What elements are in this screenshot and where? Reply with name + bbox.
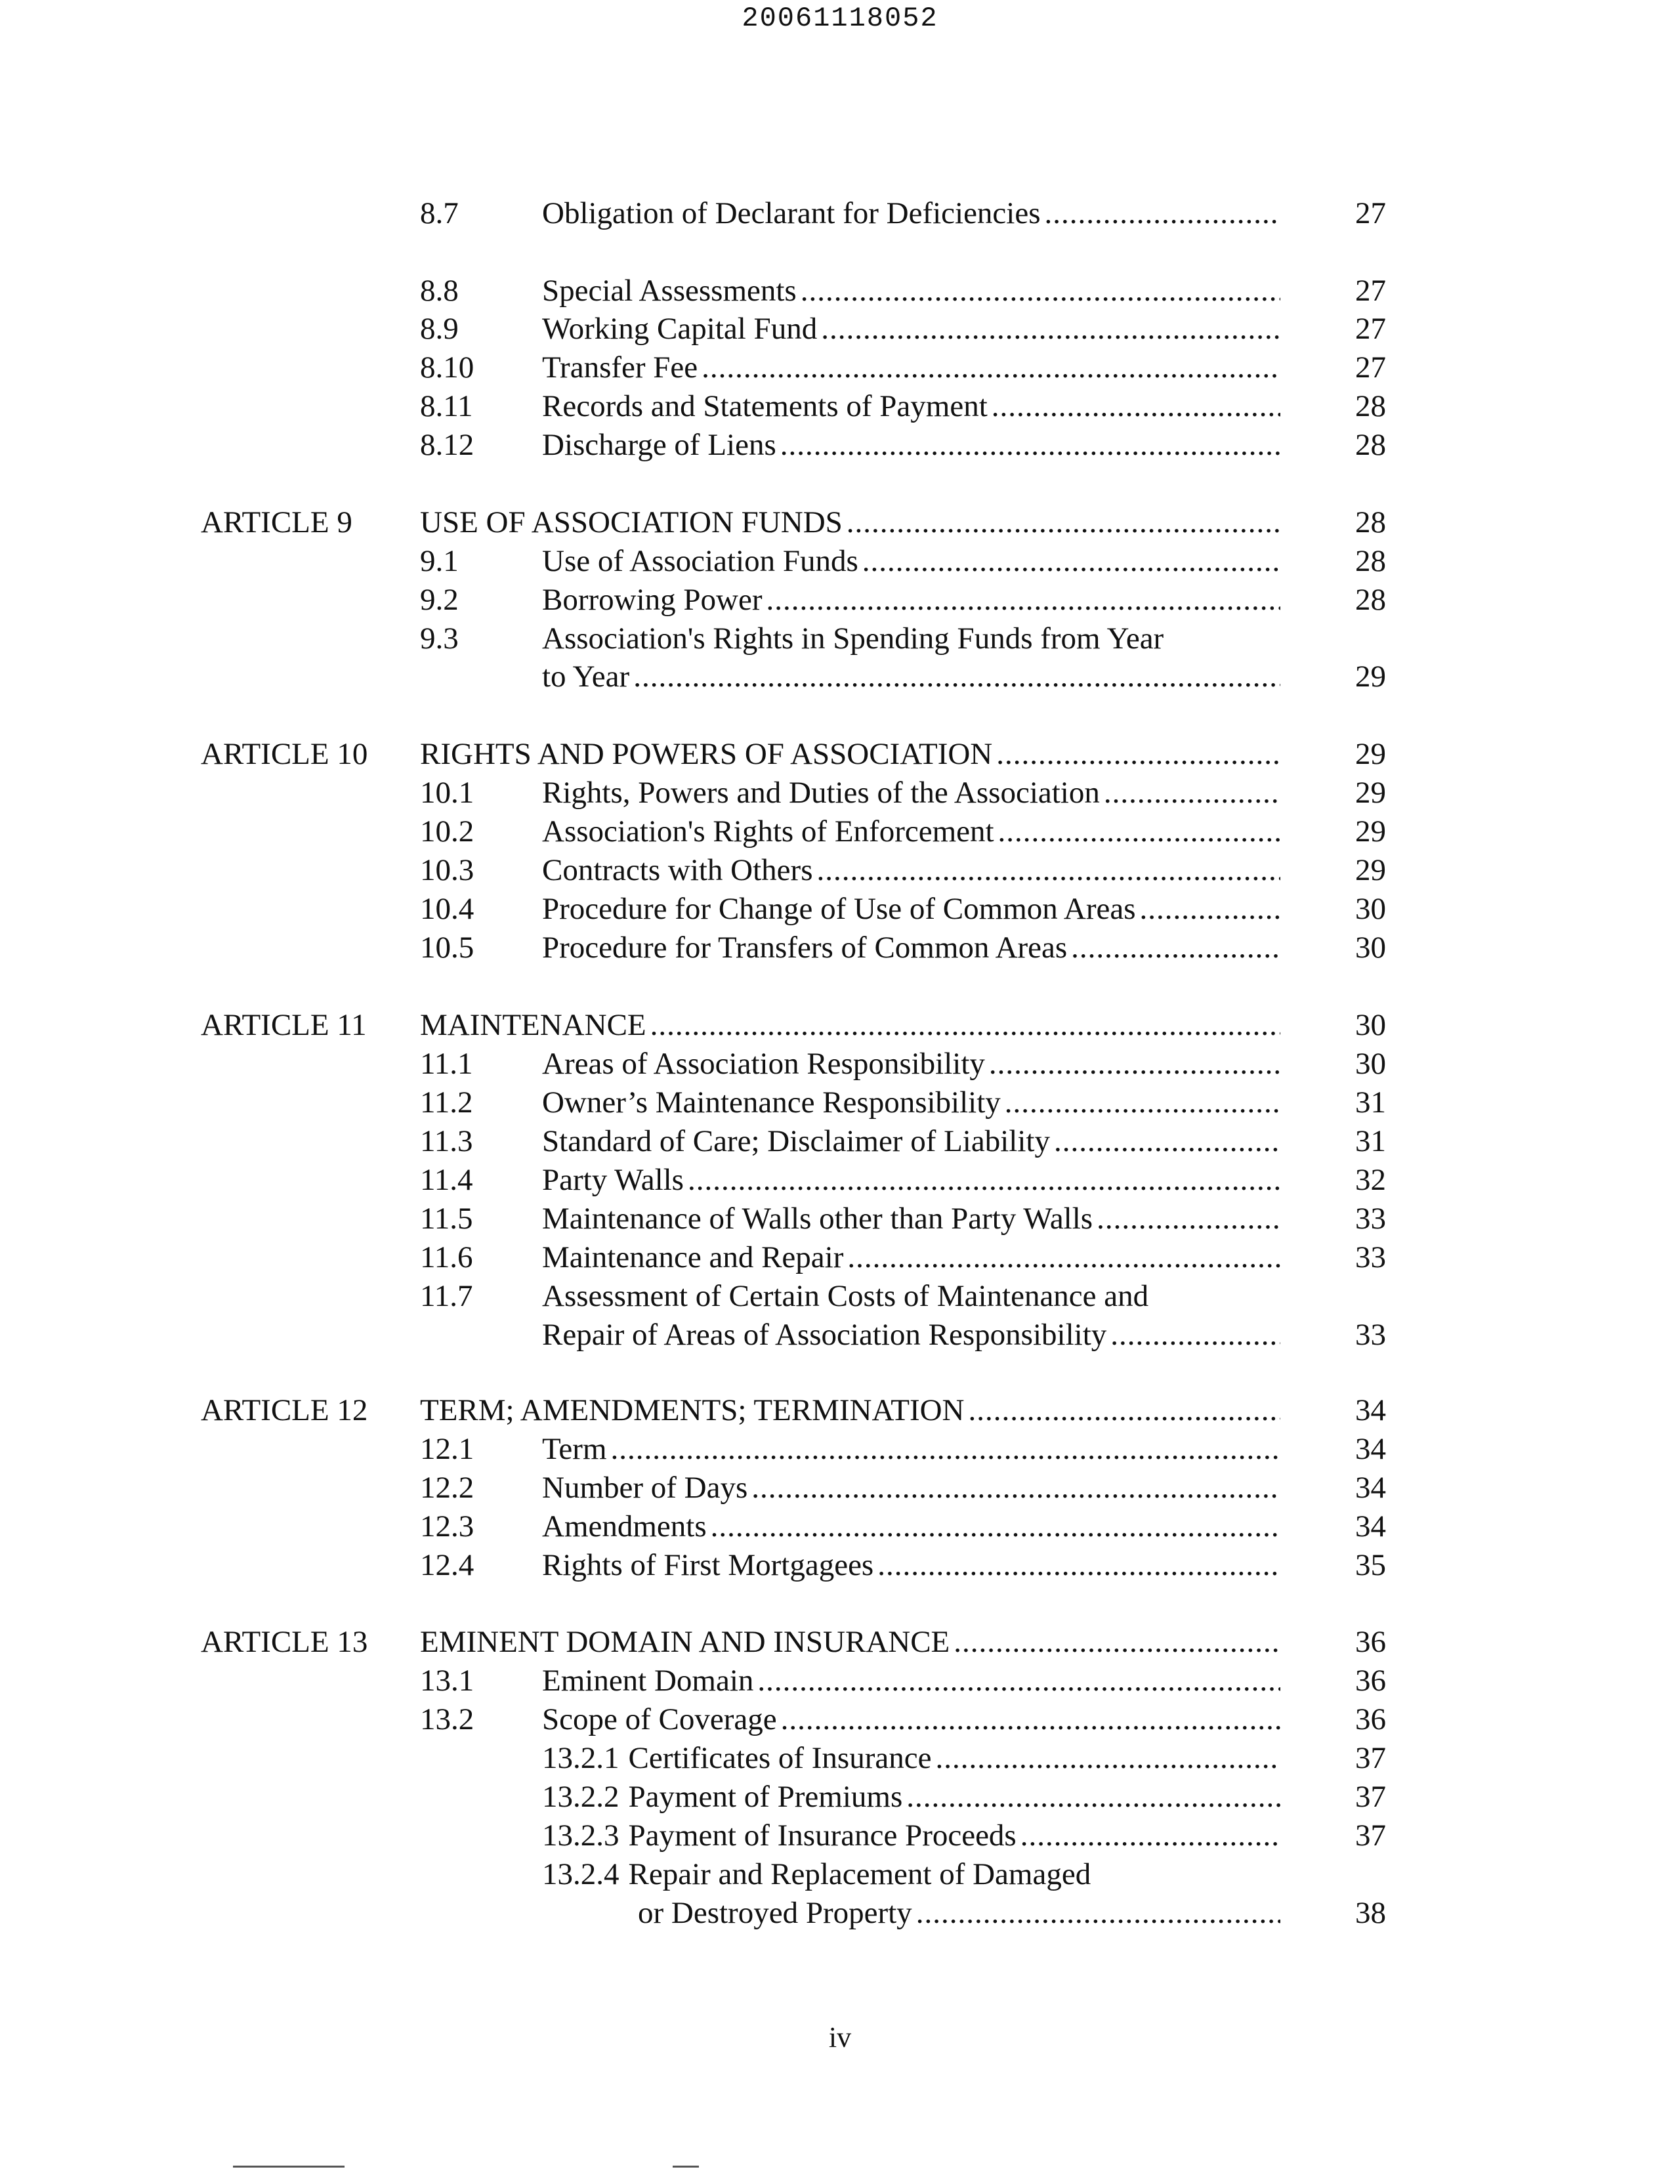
section-title: Scope of Coverage xyxy=(542,1702,777,1736)
section-title: Rights, Powers and Duties of the Association xyxy=(542,776,1100,810)
section-title: Records and Statements of Payment xyxy=(542,389,988,423)
page-ref: 37 xyxy=(1355,1818,1386,1853)
entry-title-cell xyxy=(542,194,1280,232)
dot-leader xyxy=(1110,1316,1280,1354)
dot-leader xyxy=(650,1006,1280,1044)
section-title: Obligation of Declarant for Deficiencies xyxy=(542,196,1041,230)
section-number: 11.2 xyxy=(420,1085,473,1120)
entry-title-cell xyxy=(420,1391,1280,1429)
page-ref: 36 xyxy=(1355,1625,1386,1659)
section-number: 12.4 xyxy=(420,1548,474,1582)
section-title: Borrowing Power xyxy=(542,583,763,617)
entry-title-cell xyxy=(542,581,1280,619)
toc-entry-row xyxy=(0,812,1680,850)
entry-title-cell xyxy=(542,348,1280,387)
toc-continuation-row xyxy=(0,658,1680,696)
document-id: 20061118052 xyxy=(742,3,938,34)
toc-article-row xyxy=(0,1623,1680,1661)
toc-entry-row xyxy=(0,1430,1680,1468)
dot-leader xyxy=(877,1546,1280,1584)
section-title: Working Capital Fund xyxy=(542,312,818,346)
subsection-number: 13.2.3 xyxy=(542,1818,620,1853)
dot-leader xyxy=(1140,890,1280,928)
section-title: Transfer Fee xyxy=(542,350,698,385)
article-label: ARTICLE 9 xyxy=(201,505,352,539)
section-number: 11.6 xyxy=(420,1240,473,1274)
entry-title-cell xyxy=(542,1430,1280,1468)
subsection-number: 13.2.1 xyxy=(542,1741,620,1775)
page-ref: 28 xyxy=(1355,505,1386,539)
entry-title-cell xyxy=(542,774,1280,812)
section-title: Party Walls xyxy=(542,1163,684,1197)
toc-entry-row xyxy=(0,1200,1680,1238)
dot-leader xyxy=(998,812,1280,850)
dot-leader xyxy=(1020,1816,1280,1855)
section-number: 13.2 xyxy=(420,1702,474,1736)
subsection-number: 13.2.4 xyxy=(542,1857,620,1891)
entry-title-cell xyxy=(542,426,1280,464)
dot-leader xyxy=(935,1739,1280,1777)
toc-entry-row xyxy=(0,1277,1680,1315)
section-title: Number of Days xyxy=(542,1471,748,1505)
subsection-title: Repair and Replacement of Damaged xyxy=(628,1857,1091,1891)
entry-title-cell xyxy=(542,1045,1280,1083)
page-ref: 37 xyxy=(1355,1741,1386,1775)
toc-entry-row xyxy=(0,1855,1680,1893)
dot-leader xyxy=(751,1469,1280,1507)
section-number: 10.5 xyxy=(420,931,474,965)
article-label: ARTICLE 13 xyxy=(201,1625,368,1659)
article-title: USE OF ASSOCIATION FUNDS xyxy=(420,505,843,539)
dot-leader xyxy=(817,851,1281,889)
entry-title-cell xyxy=(542,1700,1280,1738)
toc-entry-row xyxy=(0,1083,1680,1122)
toc-entry-row xyxy=(0,542,1680,580)
page-ref: 36 xyxy=(1355,1664,1386,1698)
section-number: 9.3 xyxy=(420,621,459,656)
entry-title-cell xyxy=(542,1739,1280,1777)
entry-title-cell xyxy=(542,1546,1280,1584)
entry-title-cell xyxy=(542,1277,1280,1315)
section-title: Association's Rights of Enforcement xyxy=(542,814,994,849)
dot-leader xyxy=(766,581,1281,619)
page-ref: 30 xyxy=(1355,1047,1386,1081)
section-number: 8.9 xyxy=(420,312,459,346)
toc-entry-row xyxy=(0,1739,1680,1777)
dot-leader xyxy=(989,1045,1280,1083)
page-ref: 30 xyxy=(1355,892,1386,926)
toc-entry-row xyxy=(0,1507,1680,1545)
section-title: Maintenance and Repair xyxy=(542,1240,844,1274)
entry-title-cell xyxy=(542,890,1280,928)
subsection-title: Payment of Premiums xyxy=(628,1780,903,1814)
section-number: 11.4 xyxy=(420,1163,473,1197)
toc-entry-row xyxy=(0,929,1680,967)
page-ref: 27 xyxy=(1355,350,1386,385)
article-label: ARTICLE 11 xyxy=(201,1008,367,1042)
page-ref: 30 xyxy=(1355,1008,1386,1042)
article-title: TERM; AMENDMENTS; TERMINATION xyxy=(420,1393,965,1427)
entry-title-cell xyxy=(542,1855,1280,1893)
dot-leader xyxy=(711,1507,1280,1545)
section-number: 8.8 xyxy=(420,274,459,308)
toc-entry-row xyxy=(0,1816,1680,1855)
dot-leader xyxy=(968,1391,1280,1429)
toc-entry-row xyxy=(0,1546,1680,1584)
article-title: EMINENT DOMAIN AND INSURANCE xyxy=(420,1625,950,1659)
entry-title-cell xyxy=(542,1469,1280,1507)
section-title: Eminent Domain xyxy=(542,1664,754,1698)
subsection-title: Certificates of Insurance xyxy=(628,1741,932,1775)
toc-entry-row xyxy=(0,310,1680,348)
page-number: iv xyxy=(828,2021,852,2053)
dot-leader xyxy=(1005,1083,1280,1122)
page-ref: 28 xyxy=(1355,389,1386,423)
dot-leader xyxy=(688,1161,1280,1199)
page-ref: 34 xyxy=(1355,1393,1386,1427)
dot-leader xyxy=(1104,774,1280,812)
article-label: ARTICLE 10 xyxy=(201,737,368,771)
dot-leader xyxy=(1054,1122,1280,1160)
entry-title-cell xyxy=(542,1816,1280,1855)
entry-title-cell xyxy=(542,542,1280,580)
dot-leader xyxy=(821,310,1280,348)
page-ref: 27 xyxy=(1355,274,1386,308)
toc-entry-row xyxy=(0,1700,1680,1738)
entry-title-cell xyxy=(542,1238,1280,1276)
entry-title-cell xyxy=(542,1200,1280,1238)
dot-leader xyxy=(633,658,1280,696)
section-number: 8.7 xyxy=(420,196,459,230)
dot-leader xyxy=(780,426,1280,464)
section-title: Procedure for Change of Use of Common Areas xyxy=(542,892,1136,926)
toc-continuation-row xyxy=(0,1316,1680,1354)
entry-title-cell xyxy=(542,1316,1280,1354)
entry-title-cell xyxy=(542,1662,1280,1700)
section-number: 12.1 xyxy=(420,1432,474,1466)
section-number: 12.2 xyxy=(420,1471,474,1505)
scan-artifact xyxy=(673,2166,699,2168)
dot-leader xyxy=(847,503,1280,541)
section-number: 10.3 xyxy=(420,853,474,887)
toc-article-row xyxy=(0,1006,1680,1044)
toc-entry-row xyxy=(0,194,1680,232)
toc-entry-row xyxy=(0,387,1680,425)
toc-article-row xyxy=(0,735,1680,773)
toc-article-row xyxy=(0,1391,1680,1429)
section-title: Special Assessments xyxy=(542,274,797,308)
page-ref: 28 xyxy=(1355,428,1386,462)
entry-title-cell xyxy=(542,929,1280,967)
page-ref: 28 xyxy=(1355,583,1386,617)
dot-leader xyxy=(801,272,1280,310)
section-number: 11.7 xyxy=(420,1279,473,1313)
page-ref: 31 xyxy=(1355,1124,1386,1158)
section-number: 8.11 xyxy=(420,389,473,423)
entry-title-cell xyxy=(542,1778,1280,1816)
section-title: Term xyxy=(542,1432,607,1466)
toc-entry-row xyxy=(0,426,1680,464)
dot-leader xyxy=(611,1430,1281,1468)
page-ref: 31 xyxy=(1355,1085,1386,1120)
section-number: 10.2 xyxy=(420,814,474,849)
title-continuation: to Year xyxy=(542,660,630,694)
section-title: Maintenance of Walls other than Party Walls xyxy=(542,1202,1093,1236)
page-ref: 38 xyxy=(1355,1896,1386,1930)
subsection-number: 13.2.2 xyxy=(542,1780,620,1814)
page-ref: 28 xyxy=(1355,544,1386,578)
entry-title-cell xyxy=(420,1006,1280,1044)
toc-entry-row xyxy=(0,1238,1680,1276)
page-ref: 36 xyxy=(1355,1702,1386,1736)
entry-title-cell xyxy=(420,503,1280,541)
toc-article-row xyxy=(0,503,1680,541)
section-number: 11.3 xyxy=(420,1124,473,1158)
section-title: Rights of First Mortgagees xyxy=(542,1548,874,1582)
toc-entry-row xyxy=(0,1662,1680,1700)
page-ref: 29 xyxy=(1355,660,1386,694)
toc-entry-row xyxy=(0,1161,1680,1199)
section-title: Association's Rights in Spending Funds from Year xyxy=(542,621,1164,656)
section-number: 13.1 xyxy=(420,1664,474,1698)
section-number: 10.1 xyxy=(420,776,474,810)
toc-entry-row xyxy=(0,348,1680,387)
entry-title-cell xyxy=(420,735,1280,773)
section-title: Procedure for Transfers of Common Areas xyxy=(542,931,1068,965)
entry-title-cell xyxy=(542,1507,1280,1545)
page-ref: 29 xyxy=(1355,776,1386,810)
page-ref: 29 xyxy=(1355,737,1386,771)
dot-leader xyxy=(847,1238,1280,1276)
entry-title-cell xyxy=(542,620,1280,658)
dot-leader xyxy=(1045,194,1280,232)
page-ref: 33 xyxy=(1355,1318,1386,1352)
dot-leader xyxy=(781,1700,1280,1738)
page-ref: 34 xyxy=(1355,1471,1386,1505)
article-title: RIGHTS AND POWERS OF ASSOCIATION xyxy=(420,737,993,771)
page-ref: 33 xyxy=(1355,1202,1386,1236)
entry-title-cell xyxy=(542,272,1280,310)
dot-leader xyxy=(757,1662,1280,1700)
dot-leader xyxy=(702,348,1280,387)
dot-leader xyxy=(916,1894,1280,1932)
entry-title-cell xyxy=(420,1623,1280,1661)
page-ref: 32 xyxy=(1355,1163,1386,1197)
title-continuation: or Destroyed Property xyxy=(638,1896,912,1930)
dot-leader xyxy=(862,542,1280,580)
section-number: 11.1 xyxy=(420,1047,473,1081)
section-title: Use of Association Funds xyxy=(542,544,858,578)
section-number: 10.4 xyxy=(420,892,474,926)
subsection-title: Payment of Insurance Proceeds xyxy=(628,1818,1017,1853)
toc-entry-row xyxy=(0,620,1680,658)
page-ref: 37 xyxy=(1355,1780,1386,1814)
page-ref: 27 xyxy=(1355,312,1386,346)
section-number: 9.1 xyxy=(420,544,459,578)
dot-leader xyxy=(954,1623,1280,1661)
title-continuation: Repair of Areas of Association Responsibility xyxy=(542,1318,1107,1352)
toc-entry-row xyxy=(0,581,1680,619)
toc-entry-row xyxy=(0,1469,1680,1507)
section-title: Assessment of Certain Costs of Maintenance and xyxy=(542,1279,1149,1313)
page-ref: 29 xyxy=(1355,814,1386,849)
page-ref: 34 xyxy=(1355,1509,1386,1544)
page-ref: 29 xyxy=(1355,853,1386,887)
toc-entry-row xyxy=(0,1778,1680,1816)
toc-entry-row xyxy=(0,890,1680,928)
section-title: Owner’s Maintenance Responsibility xyxy=(542,1085,1001,1120)
page-ref: 35 xyxy=(1355,1548,1386,1582)
toc-entry-row xyxy=(0,851,1680,889)
toc-entry-row xyxy=(0,272,1680,310)
page-ref: 33 xyxy=(1355,1240,1386,1274)
toc-entry-row xyxy=(0,1122,1680,1160)
toc-entry-row xyxy=(0,1045,1680,1083)
section-title: Contracts with Others xyxy=(542,853,813,887)
dot-leader xyxy=(1097,1200,1280,1238)
entry-title-cell xyxy=(542,387,1280,425)
scan-artifact xyxy=(233,2166,345,2168)
article-title: MAINTENANCE xyxy=(420,1008,646,1042)
dot-leader xyxy=(996,735,1280,773)
section-number: 8.12 xyxy=(420,428,474,462)
section-number: 9.2 xyxy=(420,583,459,617)
page-ref: 27 xyxy=(1355,196,1386,230)
section-title: Standard of Care; Disclaimer of Liability xyxy=(542,1124,1050,1158)
entry-title-cell xyxy=(542,851,1280,889)
article-label: ARTICLE 12 xyxy=(201,1393,368,1427)
entry-title-cell xyxy=(638,1894,1280,1932)
page-ref: 30 xyxy=(1355,931,1386,965)
entry-title-cell xyxy=(542,1083,1280,1122)
entry-title-cell xyxy=(542,1122,1280,1160)
section-title: Areas of Association Responsibility xyxy=(542,1047,985,1081)
entry-title-cell xyxy=(542,310,1280,348)
page-ref: 34 xyxy=(1355,1432,1386,1466)
dot-leader xyxy=(1071,929,1280,967)
section-number: 8.10 xyxy=(420,350,474,385)
toc-continuation-row xyxy=(0,1894,1680,1932)
section-title: Amendments xyxy=(542,1509,707,1544)
entry-title-cell xyxy=(542,658,1280,696)
entry-title-cell xyxy=(542,1161,1280,1199)
section-number: 12.3 xyxy=(420,1509,474,1544)
section-title: Discharge of Liens xyxy=(542,428,776,462)
dot-leader xyxy=(992,387,1280,425)
section-number: 11.5 xyxy=(420,1202,473,1236)
entry-title-cell xyxy=(542,812,1280,850)
toc-entry-row xyxy=(0,774,1680,812)
dot-leader xyxy=(906,1778,1280,1816)
